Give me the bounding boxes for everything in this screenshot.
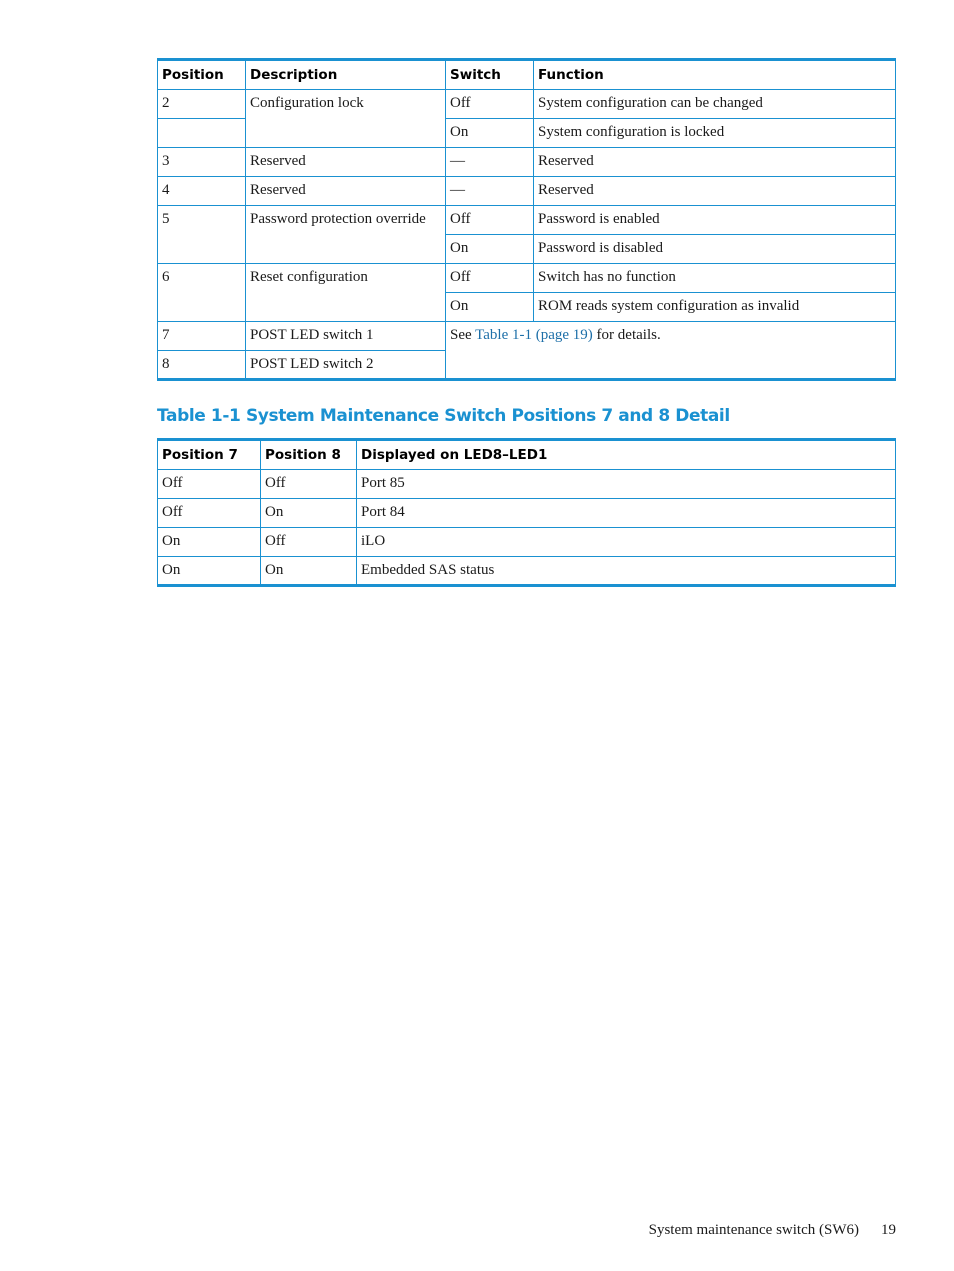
- cell-position: 7: [158, 322, 246, 351]
- cell-position: 4: [158, 177, 246, 206]
- cell-displayed: Port 84: [357, 499, 896, 528]
- page-footer: [649, 1222, 896, 1239]
- cell-position: 5: [158, 206, 246, 264]
- table-row: [158, 148, 896, 177]
- table-row: [158, 557, 896, 586]
- table-row: [158, 177, 896, 206]
- cell-switch: Off: [446, 264, 534, 293]
- header-position-8: Position 8: [261, 440, 357, 470]
- cell-description: Reserved: [246, 148, 446, 177]
- note-prefix: See: [450, 327, 476, 343]
- header-displayed: Displayed on LED8–LED1: [357, 440, 896, 470]
- cell-switch: —: [446, 148, 534, 177]
- cell-position-8: Off: [261, 470, 357, 499]
- switch-positions-table: [157, 58, 896, 381]
- cell-switch: On: [446, 235, 534, 264]
- cell-position: 8: [158, 351, 246, 380]
- table-1-1-link[interactable]: Table 1-1 (page 19): [475, 327, 593, 343]
- cell-switch: Off: [446, 206, 534, 235]
- table-row: [158, 470, 896, 499]
- table-row: [158, 206, 896, 235]
- cell-description: Configuration lock: [246, 90, 446, 148]
- note-suffix: for details.: [592, 327, 661, 343]
- cell-function: Password is disabled: [534, 235, 896, 264]
- see-details-note: [446, 322, 896, 380]
- cell-displayed: iLO: [357, 528, 896, 557]
- table-row: [158, 264, 896, 293]
- cell-position-8: On: [261, 499, 357, 528]
- table-row: [158, 499, 896, 528]
- header-position-7: Position 7: [158, 440, 261, 470]
- cell-switch: On: [446, 293, 534, 322]
- cell-position-8: On: [261, 557, 357, 586]
- cell-function: System configuration is locked: [534, 119, 896, 148]
- table-row: [158, 90, 896, 119]
- cell-function: Password is enabled: [534, 206, 896, 235]
- cell-position-7: On: [158, 528, 261, 557]
- cell-position-7: On: [158, 557, 261, 586]
- cell-switch: —: [446, 177, 534, 206]
- cell-description: Password protection override: [246, 206, 446, 264]
- cell-function: System configuration can be changed: [534, 90, 896, 119]
- table-header-row: [158, 60, 896, 90]
- cell-position: 6: [158, 264, 246, 322]
- page-number: 19: [881, 1222, 896, 1238]
- table-row: [158, 322, 896, 351]
- table-header-row: [158, 440, 896, 470]
- header-switch: Switch: [446, 60, 534, 90]
- header-position: Position: [158, 60, 246, 90]
- cell-position-7: Off: [158, 499, 261, 528]
- header-function: Function: [534, 60, 896, 90]
- cell-displayed: Embedded SAS status: [357, 557, 896, 586]
- cell-function: Switch has no function: [534, 264, 896, 293]
- cell-switch: Off: [446, 90, 534, 119]
- cell-position: 2: [158, 90, 246, 119]
- cell-description: POST LED switch 2: [246, 351, 446, 380]
- led-detail-table: [157, 438, 896, 587]
- cell-switch: On: [446, 119, 534, 148]
- cell-position: 3: [158, 148, 246, 177]
- cell-position-7: Off: [158, 470, 261, 499]
- cell-description: Reserved: [246, 177, 446, 206]
- cell-description: POST LED switch 1: [246, 322, 446, 351]
- cell-function: ROM reads system configuration as invalid: [534, 293, 896, 322]
- footer-section-title: System maintenance switch (SW6): [648, 1222, 859, 1238]
- cell-position: [158, 119, 246, 148]
- cell-position-8: Off: [261, 528, 357, 557]
- table-caption: Table 1-1 System Maintenance Switch Positions 7 and 8 Detail: [157, 406, 730, 426]
- header-description: Description: [246, 60, 446, 90]
- cell-displayed: Port 85: [357, 470, 896, 499]
- table-row: [158, 528, 896, 557]
- cell-function: Reserved: [534, 148, 896, 177]
- cell-function: Reserved: [534, 177, 896, 206]
- cell-description: Reset configuration: [246, 264, 446, 322]
